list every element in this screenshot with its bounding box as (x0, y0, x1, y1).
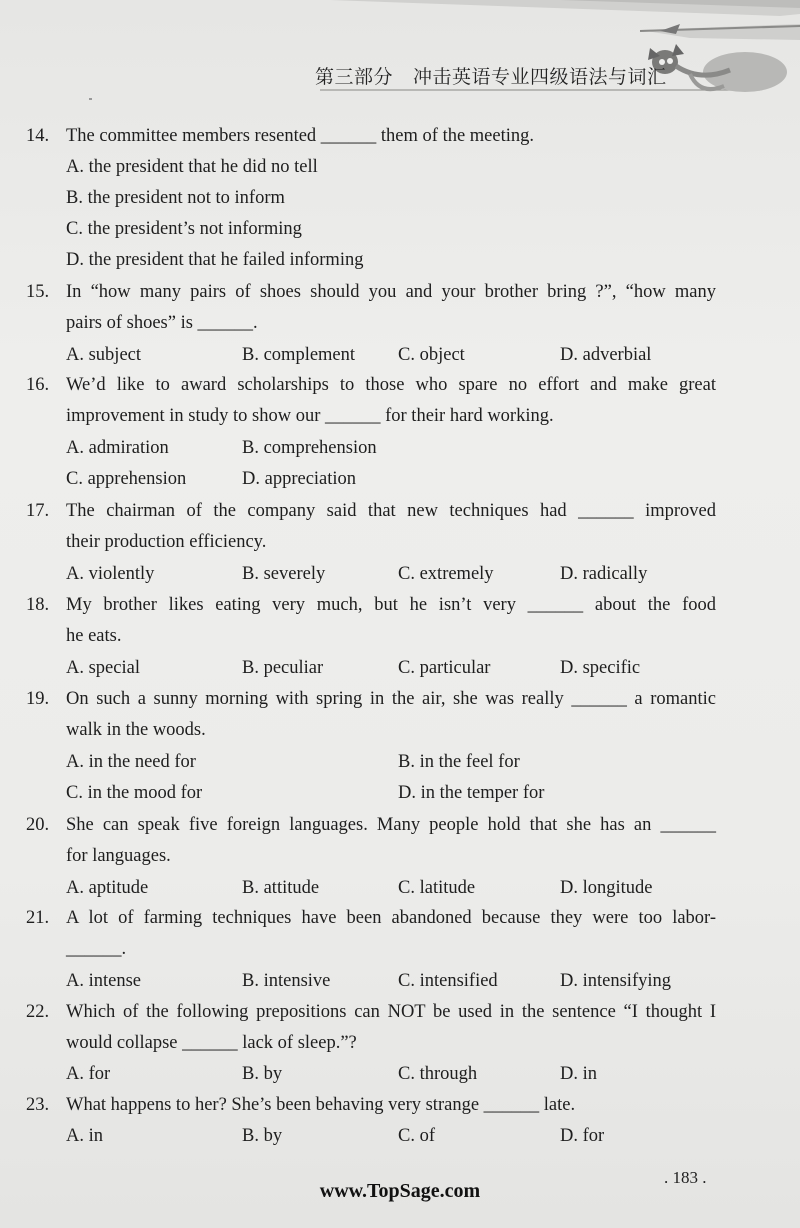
option-b: B. comprehension (242, 438, 377, 458)
option-c: C. in the mood for (66, 783, 203, 803)
option-a: A. subject (66, 345, 142, 365)
question-stem-line-1: She can speak five foreign languages. Many people hold that she has an ______ (66, 815, 716, 835)
option-b: B. complement (242, 345, 356, 365)
question-stem-line-2: ______. (66, 939, 127, 959)
footer-url[interactable]: www.TopSage.com (319, 1180, 481, 1202)
question-stem-line-1: Which of the following prepositions can NOT be used in the sentence “I thought I (66, 1002, 716, 1022)
question-number: 19. (26, 689, 50, 709)
option-d: D. radically (560, 564, 648, 584)
header-decoration (0, 0, 800, 110)
option-a: A. the president that he did no tell (66, 157, 318, 177)
option-b: B. by (242, 1126, 283, 1146)
question-number: 23. (26, 1095, 50, 1115)
option-b: B. by (242, 1064, 283, 1084)
option-d: D. appreciation (242, 469, 357, 489)
option-c: C. latitude (398, 878, 476, 898)
option-b: B. the president not to inform (66, 188, 285, 208)
option-d: D. in the temper for (398, 783, 545, 803)
option-d: D. adverbial (560, 345, 652, 365)
question-number: 20. (26, 815, 50, 835)
option-b: B. peculiar (242, 658, 324, 678)
header-title (315, 62, 667, 89)
option-a: A. in (66, 1126, 103, 1146)
option-b: B. attitude (242, 878, 320, 898)
question-stem-line-1: On such a sunny morning with spring in the air, she was really ______ a romantic (66, 689, 716, 709)
option-d: D. in (560, 1064, 597, 1084)
option-d: D. intensifying (560, 971, 671, 991)
question-stem-line-2: walk in the woods. (66, 720, 206, 740)
option-d: D. for (560, 1126, 605, 1146)
option-a: A. aptitude (66, 878, 149, 898)
mascot-icon (648, 44, 787, 92)
question-stem: The committee members resented ______ them of the meeting. (66, 126, 535, 146)
question-stem-line-1: My brother likes eating very much, but he isn’t very ______ about the food (66, 595, 716, 615)
question-number: 15. (26, 282, 50, 302)
question-number: 17. (26, 501, 50, 521)
option-a: A. intense (66, 971, 142, 991)
option-a: A. in the need for (66, 752, 196, 772)
question-stem-line-2: he eats. (66, 626, 122, 646)
question-number: 22. (26, 1002, 50, 1022)
question-stem-line-2: improvement in study to show our ______ for their hard working. (66, 406, 554, 426)
option-c: C. object (398, 345, 465, 365)
question-stem-line-2: pairs of shoes” is ______. (66, 313, 258, 333)
option-b: B. severely (242, 564, 326, 584)
header-part: 第三部分 (315, 66, 394, 88)
option-b: B. intensive (242, 971, 331, 991)
option-c: C. of (398, 1126, 435, 1146)
question-number: 14. (26, 126, 50, 146)
option-c: C. extremely (398, 564, 494, 584)
option-d: D. longitude (560, 878, 653, 898)
option-c: C. particular (398, 658, 491, 678)
option-a: A. admiration (66, 438, 169, 458)
page-number: . 183 . (664, 1168, 707, 1187)
question-number: 21. (26, 908, 50, 928)
option-a: A. for (66, 1064, 111, 1084)
question-stem-line-2: would collapse ______ lack of sleep.”? (66, 1033, 357, 1053)
option-d: D. specific (560, 658, 641, 678)
option-a: A. special (66, 658, 140, 678)
question-stem-line-2: their production efficiency. (66, 532, 267, 552)
option-c: C. the president’s not informing (66, 219, 302, 239)
scan-speck (89, 98, 92, 100)
option-d: D. the president that he failed informing (66, 250, 364, 270)
question-number: 16. (26, 375, 50, 395)
question-stem: What happens to her? She’s been behaving very strange ______ late. (66, 1095, 576, 1115)
question-number: 18. (26, 595, 50, 615)
question-stem-line-1: We’d like to award scholarships to those who spare no effort and make great (66, 375, 716, 395)
page-header (0, 0, 800, 110)
option-c: C. through (398, 1064, 478, 1084)
question-stem-line-1: In “how many pairs of shoes should you and your brother bring ?”, “how many (66, 282, 716, 302)
question-stem-line-2: for languages. (66, 846, 171, 866)
option-a: A. violently (66, 564, 155, 584)
question-stem-line-1: The chairman of the company said that new techniques had ______ improved (66, 501, 716, 521)
header-book-title: 冲击英语专业四级语法与词汇 (413, 66, 667, 88)
option-b: B. in the feel for (398, 752, 520, 772)
option-c: C. intensified (398, 971, 498, 991)
question-stem-line-1: A lot of farming techniques have been abandoned because they were too labor- (66, 908, 716, 928)
option-c: C. apprehension (66, 469, 187, 489)
